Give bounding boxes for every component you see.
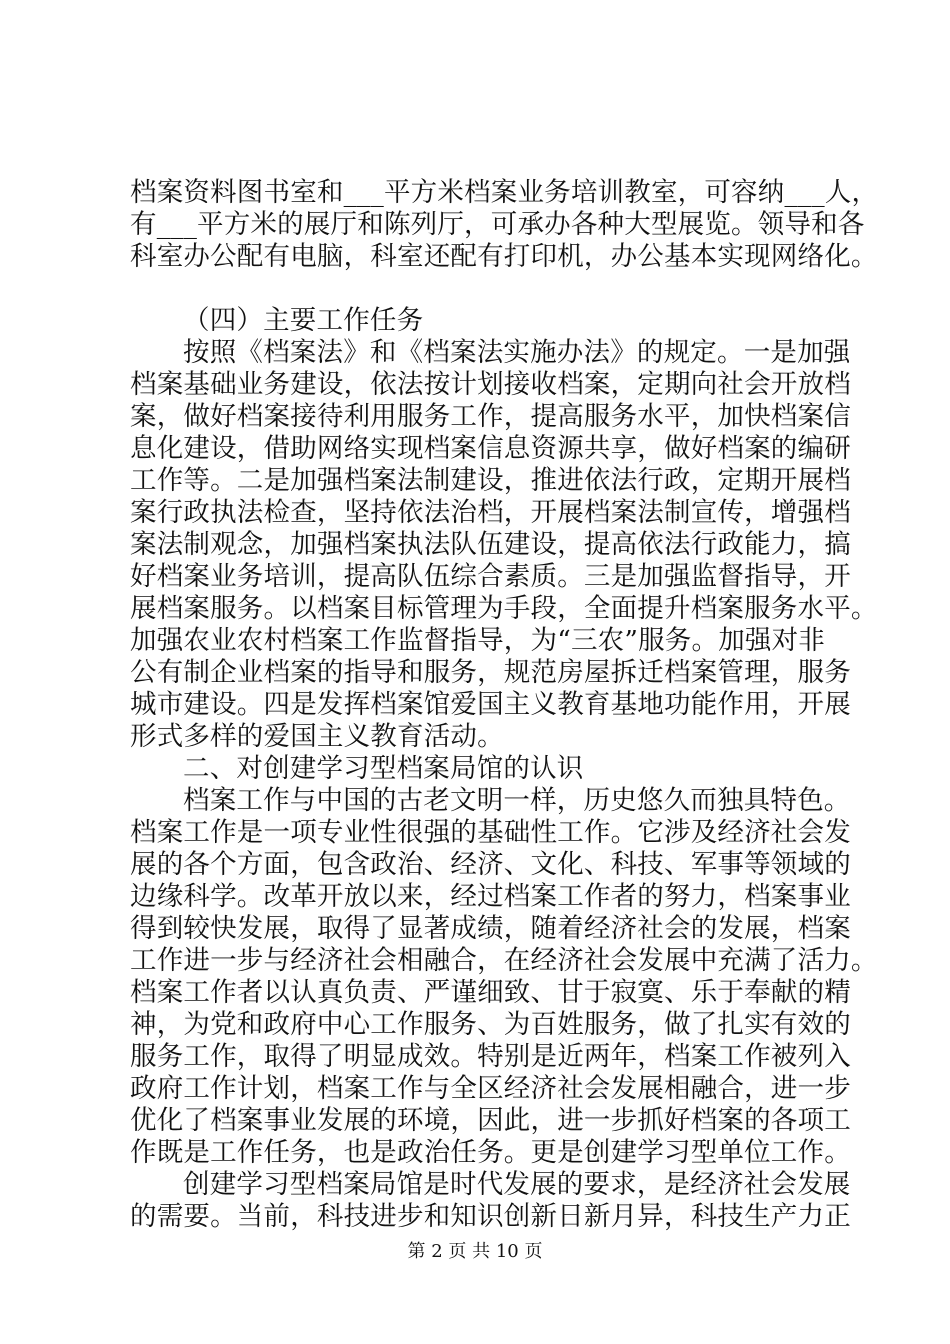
text-line: 案法制观念，加强档案执法队伍建设，提高依法行政能力，搞 [130, 529, 851, 560]
text-line: 公有制企业档案的指导和服务，规范房屋拆迁档案管理，服务 [130, 657, 851, 688]
text-line: 展的各个方面，包含政治、经济、文化、科技、军事等领域的 [130, 849, 851, 880]
text-line: 息化建设，借助网络实现档案信息资源共享，做好档案的编研 [130, 433, 851, 464]
text-line: 作既是工作任务，也是政治任务。更是创建学习型单位工作。 [130, 1137, 851, 1168]
text-line: 工作等。二是加强档案法制建设，推进依法行政，定期开展档 [130, 465, 851, 496]
text-line: 展档案服务。以档案目标管理为手段，全面提升档案服务水平。 [130, 593, 878, 624]
text-line: 工作进一步与经济社会相融合，在经济社会发展中充满了活力。 [130, 945, 878, 976]
text-line: 档案工作与中国的古老文明一样，历史悠久而独具特色。 [183, 785, 851, 816]
text-line: 神，为党和政府中心工作服务、为百姓服务，做了扎实有效的 [130, 1009, 851, 1040]
text-line: 优化了档案事业发展的环境，因此，进一步抓好档案的各项工 [130, 1105, 851, 1136]
text-line: 形式多样的爱国主义教育活动。 [130, 721, 504, 752]
text-line: 案行政执法检查，坚持依法治档，开展档案法制宣传，增强档 [130, 497, 851, 528]
text-line: 档案工作是一项专业性很强的基础性工作。它涉及经济社会发 [130, 817, 851, 848]
text-line: 按照《档案法》和《档案法实施办法》的规定。一是加强 [183, 337, 851, 368]
text-line: 科室办公配有电脑，科室还配有打印机，办公基本实现网络化。 [130, 241, 878, 272]
text-line: 边缘科学。改革开放以来，经过档案工作者的努力，档案事业 [130, 881, 851, 912]
page-number-footer: 第 2 页 共 10 页 [407, 1241, 543, 1262]
text-line: 服务工作，取得了明显成效。特别是近两年，档案工作被列入 [130, 1041, 851, 1072]
text-line: 好档案业务培训，提高队伍综合素质。三是加强监督指导，开 [130, 561, 851, 592]
text-line: 创建学习型档案局馆是时代发展的要求，是经济社会发展 [183, 1169, 851, 1200]
text-line: 档案资料图书室和___平方米档案业务培训教室，可容纳___人， [130, 177, 879, 208]
text-line: 档案工作者以认真负责、严谨细致、甘于寂寞、乐于奉献的精 [130, 977, 851, 1008]
text-line: 政府工作计划，档案工作与全区经济社会发展相融合，进一步 [130, 1073, 851, 1104]
text-line: 加强农业农村档案工作监督指导，为“三农”服务。加强对非 [130, 625, 825, 656]
text-line: 档案基础业务建设，依法按计划接收档案，定期向社会开放档 [130, 369, 851, 400]
section-heading: （四）主要工作任务 [183, 305, 424, 336]
section-heading: 二、对创建学习型档案局馆的认识 [183, 753, 584, 784]
text-line: 有___平方米的展厅和陈列厅，可承办各种大型展览。领导和各 [130, 209, 865, 240]
text-line: 得到较快发展，取得了显著成绩，随着经济社会的发展，档案 [130, 913, 851, 944]
text-line: 的需要。当前，科技进步和知识创新日新月异，科技生产力正 [130, 1201, 851, 1232]
text-line: 城市建设。四是发挥档案馆爱国主义教育基地功能作用，开展 [130, 689, 851, 720]
text-line: 案，做好档案接待利用服务工作，提高服务水平，加快档案信 [130, 401, 851, 432]
